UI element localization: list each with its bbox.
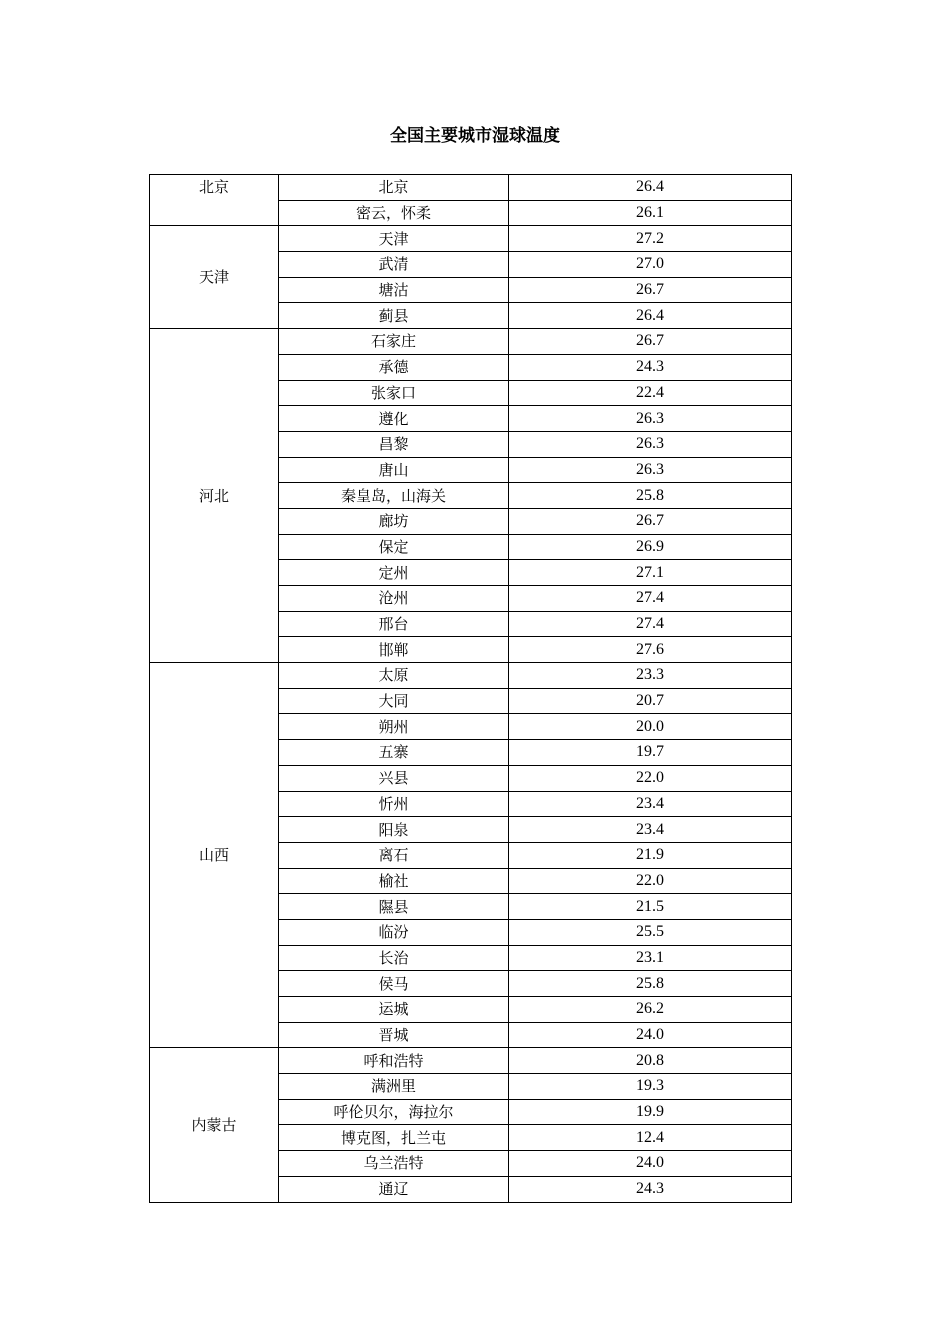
city-cell: 保定	[279, 534, 509, 560]
city-cell: 满洲里	[279, 1074, 509, 1100]
city-cell: 呼伦贝尔，海拉尔	[279, 1099, 509, 1125]
wet-bulb-value-cell: 26.3	[509, 406, 792, 432]
wet-bulb-value-cell: 26.3	[509, 457, 792, 483]
table-row	[150, 1048, 792, 1074]
city-cell: 塘沽	[279, 277, 509, 303]
table-row	[150, 175, 792, 201]
wet-bulb-value-cell: 20.8	[509, 1048, 792, 1074]
city-cell: 忻州	[279, 791, 509, 817]
city-cell: 朔州	[279, 714, 509, 740]
wet-bulb-value-cell: 20.7	[509, 688, 792, 714]
wet-bulb-value-cell: 25.8	[509, 971, 792, 997]
province-cell: 内蒙古	[150, 1048, 279, 1202]
city-cell: 沧州	[279, 586, 509, 612]
wet-bulb-value-cell: 22.0	[509, 765, 792, 791]
city-cell: 博克图，扎兰屯	[279, 1125, 509, 1151]
wet-bulb-value-cell: 26.7	[509, 277, 792, 303]
wet-bulb-value-cell: 26.4	[509, 303, 792, 329]
wet-bulb-value-cell: 20.0	[509, 714, 792, 740]
city-cell: 离石	[279, 842, 509, 868]
wet-bulb-value-cell: 24.0	[509, 1151, 792, 1177]
city-cell: 晋城	[279, 1022, 509, 1048]
city-cell: 呼和浩特	[279, 1048, 509, 1074]
wet-bulb-value-cell: 21.9	[509, 842, 792, 868]
wet-bulb-value-cell: 26.3	[509, 431, 792, 457]
wet-bulb-value-cell: 27.6	[509, 637, 792, 663]
table-row	[150, 663, 792, 689]
city-cell: 武清	[279, 252, 509, 278]
wet-bulb-temperature-table	[149, 174, 792, 1203]
city-cell: 乌兰浩特	[279, 1151, 509, 1177]
city-cell: 通辽	[279, 1176, 509, 1202]
city-cell: 阳泉	[279, 817, 509, 843]
wet-bulb-value-cell: 19.9	[509, 1099, 792, 1125]
city-cell: 昌黎	[279, 431, 509, 457]
wet-bulb-value-cell: 27.2	[509, 226, 792, 252]
city-cell: 唐山	[279, 457, 509, 483]
city-cell: 廊坊	[279, 508, 509, 534]
city-cell: 天津	[279, 226, 509, 252]
city-cell: 北京	[279, 175, 509, 201]
city-cell: 侯马	[279, 971, 509, 997]
wet-bulb-value-cell: 26.7	[509, 329, 792, 355]
wet-bulb-value-cell: 26.4	[509, 175, 792, 201]
wet-bulb-value-cell: 26.9	[509, 534, 792, 560]
wet-bulb-value-cell: 24.0	[509, 1022, 792, 1048]
city-cell: 长治	[279, 945, 509, 971]
city-cell: 遵化	[279, 406, 509, 432]
city-cell: 运城	[279, 997, 509, 1023]
wet-bulb-value-cell: 27.4	[509, 611, 792, 637]
city-cell: 邢台	[279, 611, 509, 637]
wet-bulb-value-cell: 25.8	[509, 483, 792, 509]
wet-bulb-value-cell: 23.1	[509, 945, 792, 971]
wet-bulb-value-cell: 24.3	[509, 1176, 792, 1202]
wet-bulb-value-cell: 27.0	[509, 252, 792, 278]
wet-bulb-value-cell: 23.4	[509, 791, 792, 817]
page-title: 全国主要城市湿球温度	[390, 126, 560, 146]
city-cell: 张家口	[279, 380, 509, 406]
city-cell: 石家庄	[279, 329, 509, 355]
province-cell: 北京	[150, 175, 279, 226]
wet-bulb-value-cell: 22.4	[509, 380, 792, 406]
city-cell: 隰县	[279, 894, 509, 920]
wet-bulb-value-cell: 12.4	[509, 1125, 792, 1151]
wet-bulb-value-cell: 23.3	[509, 663, 792, 689]
wet-bulb-value-cell: 26.2	[509, 997, 792, 1023]
wet-bulb-value-cell: 19.3	[509, 1074, 792, 1100]
city-cell: 邯郸	[279, 637, 509, 663]
city-cell: 榆社	[279, 868, 509, 894]
wet-bulb-value-cell: 26.1	[509, 200, 792, 226]
wet-bulb-value-cell: 27.1	[509, 560, 792, 586]
wet-bulb-value-cell: 23.4	[509, 817, 792, 843]
table-body	[150, 175, 792, 1203]
wet-bulb-value-cell: 27.4	[509, 586, 792, 612]
city-cell: 太原	[279, 663, 509, 689]
table-row	[150, 226, 792, 252]
city-cell: 蓟县	[279, 303, 509, 329]
wet-bulb-value-cell: 26.7	[509, 508, 792, 534]
province-cell: 山西	[150, 663, 279, 1048]
wet-bulb-value-cell: 19.7	[509, 740, 792, 766]
city-cell: 兴县	[279, 765, 509, 791]
city-cell: 秦皇岛，山海关	[279, 483, 509, 509]
city-cell: 临汾	[279, 919, 509, 945]
city-cell: 大同	[279, 688, 509, 714]
city-cell: 密云，怀柔	[279, 200, 509, 226]
table-row	[150, 329, 792, 355]
province-cell: 河北	[150, 329, 279, 663]
city-cell: 五寨	[279, 740, 509, 766]
wet-bulb-value-cell: 22.0	[509, 868, 792, 894]
wet-bulb-value-cell: 21.5	[509, 894, 792, 920]
city-cell: 承德	[279, 354, 509, 380]
wet-bulb-value-cell: 24.3	[509, 354, 792, 380]
province-cell: 天津	[150, 226, 279, 329]
wet-bulb-value-cell: 25.5	[509, 919, 792, 945]
city-cell: 定州	[279, 560, 509, 586]
